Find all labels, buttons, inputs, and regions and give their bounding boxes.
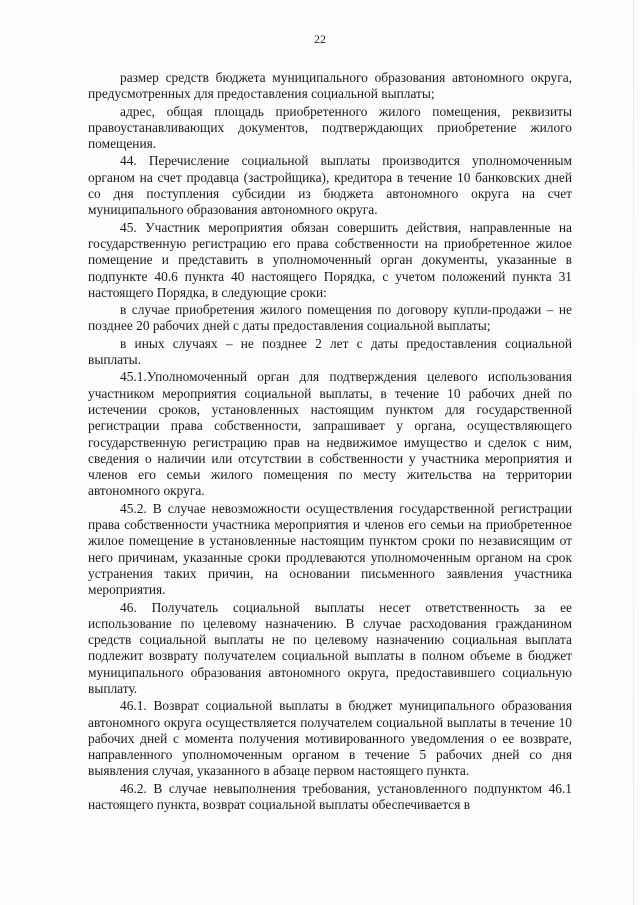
document-body (88, 70, 572, 814)
paragraph-45-1: 45.1.Уполномоченный орган для подтверждения целевого использования участником мероприятия социальной выплаты, в течение 10 рабочих дней по истечении сроков, установленных настоящим пунктом для государственной регистрации права собственности, запрашивает у органа, осуществляющего государственную регистрацию прав на недвижимое имущество и сделок с ним, сведения о наличии или отсутствии в собственности у участника мероприятия и членов его семьи жилого помещения по месту жительства на территории автономного округа. (88, 369, 572, 499)
scan-edge (633, 0, 634, 905)
paragraph-46: 46. Получатель социальной выплаты несет ответственность за ее использование по целевому назначению. В случае расходования гражданином средств социальной выплаты не по целевому назначению социальная выплата подлежит возврату получателем социальной выплаты в полном объеме в бюджет муниципального образования автономного округа, предоставившего социальную выплату. (88, 599, 572, 696)
paragraph-budget-amount: размер средств бюджета муниципального образования автономного округа, предусмотренных для предоставления социальной выплаты; (88, 70, 572, 102)
paragraph-45-2: 45.2. В случае невозможности осуществления государственной регистрации права собственности участника мероприятия и членов его семьи на приобретенное жилое помещение в установленные настоящим пунктом сроки по независящим от него причинам, указанные сроки продлеваются уполномоченным органом на срок устранения таких причин, на основании письменного заявления участника мероприятия. (88, 500, 572, 598)
paragraph-44: 44. Перечисление социальной выплаты производится уполномоченным органом на счет продавца (застройщика), кредитора в течение 10 банковских дней со дня поступления субсидии из бюджета автономного округа на счет муниципального образования автономного округа. (88, 153, 572, 218)
paragraph-46-1: 46.1. Возврат социальной выплаты в бюджет муниципального образования автономного округа осуществляется получателем социальной выплаты в течение 10 рабочих дней с момента получения мотивированного уведомления о ее возврате, направленного уполномоченным органом в течение 5 рабочих дней со дня выявления случая, указанного в абзаце первом настоящего пункта. (88, 698, 572, 779)
page-number: 22 (314, 32, 326, 46)
paragraph-46-2: 46.2. В случае невыполнения требования, установленного подпунктом 46.1 настоящего пункта, возврат социальной выплаты обеспечивается в (88, 780, 572, 813)
paragraph-45-purchase-case: в случае приобретения жилого помещения по договору купли-продажи – не позднее 20 рабочих дней с даты предоставления социальной выплаты; (88, 302, 572, 334)
paragraph-address-area: адрес, общая площадь приобретенного жилого помещения, реквизиты правоустанавливающих документов, подтверждающих приобретение жилого помещения. (88, 103, 572, 152)
paragraph-45: 45. Участник мероприятия обязан совершить действия, направленные на государственную регистрацию его права собственности на приобретенное жилое помещение и представить в уполномоченный орган документы, указанные в подпункте 40.6 пункта 40 настоящего Порядка, с учетом положений пункта 31 настоящего Порядка, в следующие сроки: (88, 219, 572, 300)
paragraph-45-other-cases: в иных случаях – не позднее 2 лет с даты предоставления социальной выплаты. (88, 335, 572, 368)
